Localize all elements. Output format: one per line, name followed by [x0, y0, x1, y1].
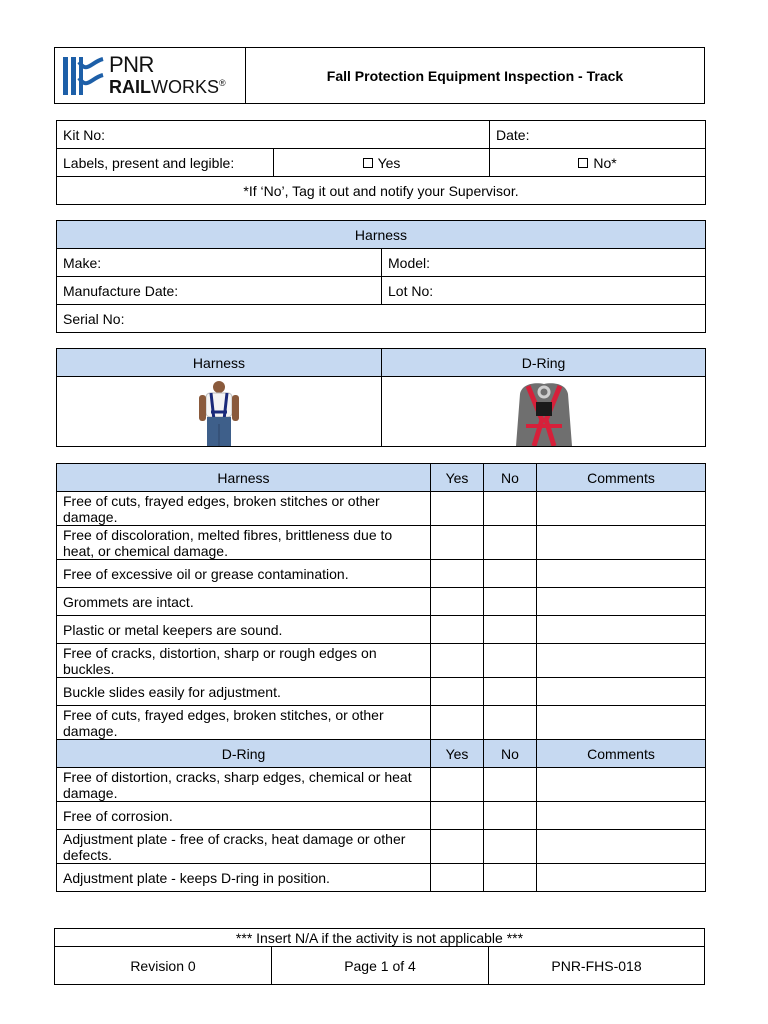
- yes-cell[interactable]: [431, 526, 484, 560]
- comments-cell[interactable]: [537, 864, 706, 892]
- comments-cell[interactable]: [537, 616, 706, 644]
- dring-image-header: D-Ring: [382, 349, 706, 377]
- table-row: [57, 616, 706, 644]
- no-cell[interactable]: [484, 492, 537, 526]
- revision-label: Revision 0: [55, 947, 272, 985]
- no-cell[interactable]: [484, 768, 537, 802]
- dring-image-cell: [382, 377, 706, 447]
- inspection-item: Adjustment plate - free of cracks, heat damage or other defects.: [57, 830, 431, 864]
- document-title: Fall Protection Equipment Inspection - Track: [246, 48, 705, 104]
- section-title: Harness: [57, 464, 431, 492]
- inspection-item: Buckle slides easily for adjustment.: [57, 678, 431, 706]
- kit-info-table: [56, 120, 706, 205]
- inspection-item: Free of discoloration, melted fibres, brittleness due to heat, or chemical damage.: [57, 526, 431, 560]
- comments-cell[interactable]: [537, 560, 706, 588]
- yes-cell[interactable]: [431, 560, 484, 588]
- date-field[interactable]: Date:: [490, 121, 706, 149]
- manufacture-date-field[interactable]: Manufacture Date:: [57, 277, 382, 305]
- checklist-section-header: [57, 740, 706, 768]
- comments-cell[interactable]: [537, 802, 706, 830]
- no-cell[interactable]: [484, 802, 537, 830]
- no-cell[interactable]: [484, 706, 537, 740]
- yes-cell[interactable]: [431, 678, 484, 706]
- table-row: [57, 492, 706, 526]
- harness-image-cell: [57, 377, 382, 447]
- kit-no-field[interactable]: Kit No:: [57, 121, 490, 149]
- table-row: [57, 678, 706, 706]
- yes-cell[interactable]: [431, 644, 484, 678]
- inspection-item: Free of corrosion.: [57, 802, 431, 830]
- labels-yes-option[interactable]: Yes: [274, 149, 490, 177]
- make-field[interactable]: Make:: [57, 249, 382, 277]
- comments-cell[interactable]: [537, 492, 706, 526]
- header-table: [54, 47, 705, 104]
- labels-label: Labels, present and legible:: [57, 149, 274, 177]
- yes-cell[interactable]: [431, 492, 484, 526]
- no-checkbox[interactable]: [578, 158, 588, 168]
- yes-cell[interactable]: [431, 830, 484, 864]
- inspection-item: Plastic or metal keepers are sound.: [57, 616, 431, 644]
- page-number: Page 1 of 4: [272, 947, 489, 985]
- no-cell[interactable]: [484, 616, 537, 644]
- yes-column-header: Yes: [431, 740, 484, 768]
- footer-table: [54, 928, 705, 985]
- inspection-item: Adjustment plate - keeps D-ring in position.: [57, 864, 431, 892]
- logo-pnr-text: PNR: [109, 51, 154, 77]
- table-row: [57, 802, 706, 830]
- company-logo: [55, 48, 245, 103]
- inspection-item: Free of cuts, frayed edges, broken stitches, or other damage.: [57, 706, 431, 740]
- comments-cell[interactable]: [537, 526, 706, 560]
- inspection-item: Free of cracks, distortion, sharp or rough edges on buckles.: [57, 644, 431, 678]
- inspection-item: Free of excessive oil or grease contamination.: [57, 560, 431, 588]
- inspection-item: Free of distortion, cracks, sharp edges, chemical or heat damage.: [57, 768, 431, 802]
- comments-cell[interactable]: [537, 644, 706, 678]
- comments-cell[interactable]: [537, 678, 706, 706]
- no-column-header: No: [484, 464, 537, 492]
- document-id: PNR-FHS-018: [489, 947, 705, 985]
- section-title: D-Ring: [57, 740, 431, 768]
- comments-cell[interactable]: [537, 768, 706, 802]
- no-column-header: No: [484, 740, 537, 768]
- yes-cell[interactable]: [431, 802, 484, 830]
- railworks-logo-icon: [61, 54, 105, 98]
- no-cell[interactable]: [484, 588, 537, 616]
- table-row: [57, 830, 706, 864]
- na-note: *** Insert N/A if the activity is not applicable ***: [55, 929, 705, 947]
- inspection-item: Free of cuts, frayed edges, broken stitches or other damage.: [57, 492, 431, 526]
- yes-cell[interactable]: [431, 864, 484, 892]
- yes-cell[interactable]: [431, 768, 484, 802]
- inspection-item: Grommets are intact.: [57, 588, 431, 616]
- table-row: [57, 768, 706, 802]
- table-row: [57, 706, 706, 740]
- no-cell[interactable]: [484, 830, 537, 864]
- images-table: [56, 348, 706, 447]
- comments-column-header: Comments: [537, 740, 706, 768]
- table-row: [57, 644, 706, 678]
- checklist-section-header: [57, 464, 706, 492]
- yes-column-header: Yes: [431, 464, 484, 492]
- harness-image-header: Harness: [57, 349, 382, 377]
- harness-person-icon: [194, 380, 244, 446]
- harness-info-header: Harness: [57, 221, 706, 249]
- labels-no-option[interactable]: No*: [490, 149, 706, 177]
- yes-cell[interactable]: [431, 706, 484, 740]
- comments-column-header: Comments: [537, 464, 706, 492]
- table-row: [57, 864, 706, 892]
- table-row: [57, 560, 706, 588]
- yes-cell[interactable]: [431, 588, 484, 616]
- logo-railworks-text: RAILWORKS®: [109, 76, 226, 97]
- table-row: [57, 588, 706, 616]
- serial-no-field[interactable]: Serial No:: [57, 305, 706, 333]
- comments-cell[interactable]: [537, 706, 706, 740]
- model-field[interactable]: Model:: [382, 249, 706, 277]
- no-cell[interactable]: [484, 560, 537, 588]
- no-cell[interactable]: [484, 864, 537, 892]
- no-cell[interactable]: [484, 526, 537, 560]
- table-row: [57, 526, 706, 560]
- no-cell[interactable]: [484, 644, 537, 678]
- dring-harness-icon: [512, 380, 576, 446]
- tag-out-note: *If ‘No’, Tag it out and notify your Supervisor.: [57, 177, 706, 205]
- checklist-table: [56, 463, 706, 892]
- no-cell[interactable]: [484, 678, 537, 706]
- lot-no-field[interactable]: Lot No:: [382, 277, 706, 305]
- yes-cell[interactable]: [431, 616, 484, 644]
- harness-info-table: [56, 220, 706, 333]
- comments-cell[interactable]: [537, 588, 706, 616]
- yes-checkbox[interactable]: [363, 158, 373, 168]
- logo-cell: [55, 48, 246, 104]
- comments-cell[interactable]: [537, 830, 706, 864]
